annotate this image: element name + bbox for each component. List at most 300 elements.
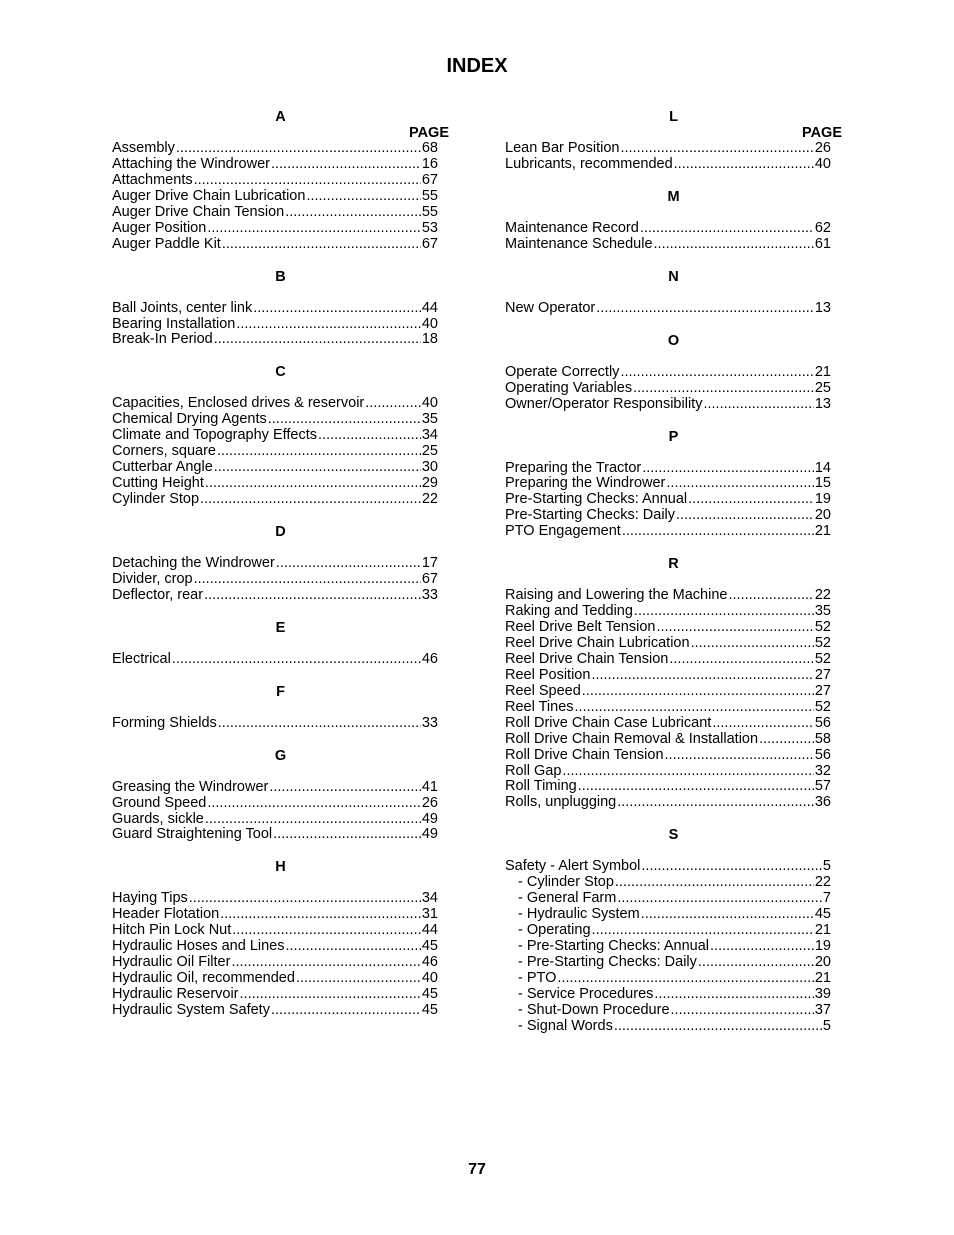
index-entry: [505, 141, 831, 157]
dot-leader: [728, 588, 813, 604]
section-spacer: [505, 843, 842, 859]
entry-label: Reel Speed: [505, 682, 581, 699]
index-entry: [505, 620, 831, 636]
entry-label: Divider, crop: [112, 570, 193, 587]
entry-page: 32: [814, 762, 831, 779]
dot-leader: [654, 987, 813, 1003]
dot-leader: [273, 827, 421, 843]
dot-leader: [656, 620, 813, 636]
index-entry: [505, 668, 831, 684]
dot-leader: [617, 891, 822, 907]
entry-page: 58: [814, 730, 831, 747]
entry-page: 34: [421, 427, 438, 444]
entry-label: Cutting Height: [112, 475, 204, 492]
entry-label: Ground Speed: [112, 794, 207, 811]
entry-page: 35: [814, 603, 831, 620]
entry-page: 52: [814, 619, 831, 636]
entry-page: 30: [421, 459, 438, 476]
index-entry: [505, 764, 831, 780]
dot-leader: [614, 1019, 822, 1035]
index-entry: [112, 428, 438, 444]
section-letter: E: [275, 619, 286, 636]
dot-leader: [222, 237, 421, 253]
section-spacer: [112, 764, 449, 780]
section-spacer: [505, 317, 842, 333]
section-letter: O: [667, 332, 680, 349]
section-spacer: [505, 349, 842, 365]
entry-page: 67: [421, 570, 438, 587]
index-entry: [505, 588, 831, 604]
section-spacer: [505, 205, 842, 221]
dot-leader: [633, 381, 814, 397]
index-entry: [112, 1003, 438, 1019]
entry-page: 19: [814, 491, 831, 508]
entry-page: 68: [421, 140, 438, 156]
section-letter: B: [275, 268, 286, 285]
entry-page: 52: [814, 698, 831, 715]
dot-leader: [712, 716, 814, 732]
entry-label: Roll Gap: [505, 762, 562, 779]
entry-label: Preparing the Windrower: [505, 475, 666, 492]
dot-leader: [665, 748, 814, 764]
dot-leader: [205, 476, 421, 492]
index-entry: [505, 700, 831, 716]
dot-leader: [236, 317, 421, 333]
entry-page: 13: [814, 299, 831, 316]
section-letter: G: [274, 747, 287, 764]
entry-label: Lubricants, recommended: [505, 155, 673, 172]
page-number: 77: [468, 1161, 486, 1178]
dot-leader: [634, 604, 814, 620]
index-entry: [505, 748, 831, 764]
dot-leader: [669, 652, 814, 668]
section-spacer: [112, 700, 449, 716]
entry-page: 67: [421, 235, 438, 252]
index-entry: [112, 157, 438, 173]
entry-label: Reel Position: [505, 666, 591, 683]
section-spacer: [505, 413, 842, 429]
entry-page: 57: [814, 778, 831, 795]
section-letter: L: [669, 109, 678, 125]
entry-page: 53: [421, 219, 438, 236]
dot-leader: [620, 141, 813, 157]
entry-page: 55: [421, 203, 438, 220]
section-spacer: [112, 732, 449, 748]
entry-label: Hydraulic Oil, recommended: [112, 970, 295, 987]
index-entry: [505, 524, 831, 540]
dot-leader: [271, 157, 421, 173]
index-entry: [505, 716, 831, 732]
entry-label: Reel Drive Chain Lubrication: [505, 635, 690, 651]
entry-page: 25: [814, 379, 831, 396]
entry-label: - Shut-Down Procedure: [518, 1001, 670, 1018]
entry-label: Climate and Topography Effects: [112, 427, 318, 444]
index-entry: [505, 157, 831, 173]
entry-label: - Operating: [518, 922, 591, 939]
dot-leader: [207, 221, 421, 237]
dot-leader: [253, 301, 421, 317]
dot-leader: [204, 588, 421, 604]
index-entry: [112, 987, 438, 1003]
page-column-header: PAGE: [801, 125, 842, 141]
index-entry: [112, 780, 438, 796]
entry-label: Attachments: [112, 171, 193, 188]
entry-page: 34: [421, 890, 438, 907]
entry-label: Roll Drive Chain Case Lubricant: [505, 714, 712, 731]
entry-page: 55: [421, 187, 438, 204]
dot-leader: [688, 492, 814, 508]
entry-page: 52: [814, 635, 831, 651]
entry-page: 21: [814, 922, 831, 939]
section-spacer: [112, 875, 449, 891]
entry-page: 20: [814, 953, 831, 970]
dot-leader: [214, 332, 421, 348]
dot-leader: [710, 939, 814, 955]
section-spacer: [505, 811, 842, 827]
dot-leader: [217, 444, 421, 460]
index-entry: [112, 173, 438, 189]
index-subentry: [505, 907, 831, 923]
dot-leader: [218, 716, 421, 732]
entry-label: Capacities, Enclosed drives & reservoir: [112, 395, 365, 412]
entry-page: 40: [421, 970, 438, 987]
dot-leader: [269, 780, 421, 796]
entry-page: 37: [814, 1001, 831, 1018]
entry-label: Detaching the Windrower: [112, 554, 275, 571]
index-entry: [112, 476, 438, 492]
entry-page: 22: [814, 874, 831, 891]
entry-label: Haying Tips: [112, 890, 188, 907]
dot-leader: [176, 141, 421, 157]
entry-label: Assembly: [112, 140, 175, 156]
dot-leader: [759, 732, 814, 748]
dot-leader: [318, 428, 421, 444]
index-entry: [505, 508, 831, 524]
entry-page: 45: [421, 986, 438, 1002]
index-entry: [505, 397, 831, 413]
entry-label: Guard Straightening Tool: [112, 826, 273, 843]
dot-leader: [654, 237, 814, 253]
entry-label: Safety - Alert Symbol: [505, 858, 641, 875]
entry-page: 16: [421, 155, 438, 172]
entry-label: Pre-Starting Checks: Daily: [505, 507, 676, 524]
entry-page: 35: [421, 411, 438, 428]
index-subentry: [505, 891, 831, 907]
entry-page: 67: [421, 171, 438, 188]
index-entry: [505, 301, 831, 317]
entry-label: Preparing the Tractor: [505, 459, 642, 476]
entry-page: 19: [814, 938, 831, 954]
entry-page: 7: [822, 890, 831, 907]
section-letter: R: [668, 556, 679, 573]
section-letter: N: [668, 268, 679, 285]
entry-label: Corners, square: [112, 443, 216, 460]
entry-label: Raking and Tedding: [505, 603, 633, 620]
index-entry: [112, 572, 438, 588]
entry-label: Attaching the Windrower: [112, 155, 270, 172]
entry-page: 17: [421, 554, 438, 571]
dot-leader: [674, 157, 814, 173]
index-subentry: [505, 923, 831, 939]
entry-page: 27: [814, 666, 831, 683]
entry-label: - Pre-Starting Checks: Annual: [518, 938, 710, 954]
index-entry: [112, 588, 438, 604]
section-spacer: [505, 253, 842, 269]
dot-leader: [207, 796, 421, 812]
dot-leader: [591, 668, 813, 684]
entry-label: Forming Shields: [112, 714, 217, 731]
index-entry: [505, 732, 831, 748]
index-entry: [112, 923, 438, 939]
entry-page: 45: [421, 1001, 438, 1018]
entry-page: 49: [421, 810, 438, 827]
dot-leader: [578, 779, 814, 795]
entry-label: Chemical Drying Agents: [112, 411, 267, 428]
entry-page: 33: [421, 586, 438, 603]
section-spacer: [505, 173, 842, 189]
index-entry: [112, 907, 438, 923]
index-subentry: [505, 987, 831, 1003]
dot-leader: [698, 955, 814, 971]
section-spacer: [112, 348, 449, 364]
entry-label: - Service Procedures: [518, 985, 654, 1002]
index-entry: [112, 652, 438, 668]
index-entry: [505, 492, 831, 508]
entry-page: 36: [814, 794, 831, 811]
entry-page: 31: [421, 906, 438, 923]
dot-leader: [676, 508, 814, 524]
dot-leader: [285, 939, 420, 955]
dot-leader: [596, 301, 814, 317]
dot-leader: [562, 764, 813, 780]
entry-label: Hitch Pin Lock Nut: [112, 922, 232, 939]
dot-leader: [231, 955, 420, 971]
index-entry: [112, 412, 438, 428]
index-entry: [112, 971, 438, 987]
dot-leader: [285, 205, 421, 221]
index-entry: [112, 939, 438, 955]
entry-label: Electrical: [112, 650, 171, 667]
index-entry: [112, 955, 438, 971]
entry-page: 33: [421, 714, 438, 731]
entry-page: 13: [814, 395, 831, 412]
entry-label: Cylinder Stop: [112, 491, 200, 507]
entry-label: Owner/Operator Responsibility: [505, 395, 703, 412]
section-letter: S: [668, 827, 679, 844]
index-entry: [112, 556, 438, 572]
entry-label: Cutterbar Angle: [112, 459, 213, 476]
entry-label: Ball Joints, center link: [112, 299, 253, 316]
section-spacer: [112, 636, 449, 652]
entry-label: Hydraulic System Safety: [112, 1001, 270, 1018]
entry-label: Auger Drive Chain Lubrication: [112, 187, 306, 204]
index-entry: [112, 444, 438, 460]
index-entry: [112, 301, 438, 317]
dot-leader: [268, 412, 421, 428]
index-entry: [505, 636, 831, 652]
dot-leader: [642, 461, 814, 477]
entry-page: 49: [421, 826, 438, 843]
index-entry: [112, 396, 438, 412]
entry-page: 56: [814, 714, 831, 731]
index-entry: [505, 795, 831, 811]
entry-label: Auger Drive Chain Tension: [112, 203, 285, 220]
section-spacer: [505, 445, 842, 461]
entry-label: Maintenance Record: [505, 219, 639, 236]
index-column-right: [505, 109, 842, 1035]
index-subentry: [505, 971, 831, 987]
index-entry: [112, 796, 438, 812]
entry-label: Greasing the Windrower: [112, 778, 269, 795]
entry-label: - Hydraulic System: [518, 906, 640, 923]
index-subentry: [505, 1003, 831, 1019]
entry-page: 14: [814, 459, 831, 476]
entry-page: 52: [814, 650, 831, 667]
entry-page: 41: [421, 778, 438, 795]
dot-leader: [666, 476, 813, 492]
dot-leader: [592, 923, 814, 939]
entry-page: 20: [814, 507, 831, 524]
dot-leader: [220, 907, 421, 923]
section-spacer: [112, 253, 449, 269]
dot-leader: [615, 875, 814, 891]
entry-label: - Cylinder Stop: [518, 874, 614, 891]
entry-page: 46: [421, 650, 438, 667]
entry-page: 44: [421, 922, 438, 939]
page-title: INDEX: [446, 55, 508, 77]
index-entry: [112, 492, 438, 508]
index-entry: [112, 237, 438, 253]
index-entry: [505, 476, 831, 492]
index-subentry: [505, 939, 831, 955]
entry-page: 22: [814, 587, 831, 604]
section-spacer: [505, 572, 842, 588]
entry-label: Operating Variables: [505, 379, 633, 396]
index-entry: [112, 891, 438, 907]
dot-leader: [200, 492, 421, 508]
index-entry: [112, 141, 438, 157]
index-entry: [112, 317, 438, 333]
index-entry: [505, 652, 831, 668]
index-subentry: [505, 955, 831, 971]
dot-leader: [214, 460, 421, 476]
entry-page: 5: [822, 1017, 831, 1034]
entry-label: Roll Drive Chain Tension: [505, 746, 664, 763]
entry-page: 40: [421, 395, 438, 412]
index-entry: [505, 237, 831, 253]
entry-label: Reel Drive Chain Tension: [505, 650, 669, 667]
dot-leader: [172, 652, 421, 668]
dot-leader: [194, 572, 421, 588]
page-column-header: PAGE: [408, 125, 449, 141]
dot-leader: [240, 987, 421, 1003]
dot-leader: [306, 189, 420, 205]
entry-label: Roll Drive Chain Removal & Installation: [505, 730, 759, 747]
entry-label: Rolls, unplugging: [505, 794, 617, 811]
entry-label: Break-In Period: [112, 331, 213, 348]
entry-label: Reel Tines: [505, 698, 574, 715]
index-entry: [505, 381, 831, 397]
entry-label: Hydraulic Hoses and Lines: [112, 938, 285, 955]
dot-leader: [194, 173, 421, 189]
entry-page: 40: [814, 155, 831, 172]
entry-page: 25: [421, 443, 438, 460]
section-letter: C: [275, 364, 286, 381]
index-entry: [112, 716, 438, 732]
entry-label: - Pre-Starting Checks: Daily: [518, 953, 697, 970]
index-entry: [112, 205, 438, 221]
dot-leader: [189, 891, 421, 907]
dot-leader: [582, 684, 814, 700]
entry-label: Header Flotation: [112, 906, 220, 923]
index-entry: [505, 684, 831, 700]
index-entry: [505, 221, 831, 237]
entry-page: 56: [814, 746, 831, 763]
entry-page: 39: [814, 985, 831, 1002]
entry-page: 44: [421, 299, 438, 316]
entry-label: Roll Timing: [505, 778, 577, 795]
section-spacer: [112, 540, 449, 556]
dot-leader: [671, 1003, 814, 1019]
entry-page: 40: [421, 315, 438, 332]
entry-page: 26: [814, 140, 831, 156]
section-letter: A: [275, 109, 286, 125]
entry-label: Lean Bar Position: [505, 140, 620, 156]
section-letter: D: [275, 523, 286, 540]
entry-label: Maintenance Schedule: [505, 235, 653, 252]
entry-label: - PTO: [518, 969, 557, 986]
section-spacer: [112, 668, 449, 684]
entry-page: 26: [421, 794, 438, 811]
entry-label: Pre-Starting Checks: Annual: [505, 491, 688, 508]
dot-leader: [620, 365, 813, 381]
dot-leader: [365, 396, 421, 412]
index-column-left: [112, 109, 449, 1019]
index-subentry: [505, 875, 831, 891]
index-entry: [112, 189, 438, 205]
entry-label: Bearing Installation: [112, 315, 236, 332]
index-entry: [112, 812, 438, 828]
entry-label: Auger Position: [112, 219, 207, 236]
entry-page: 21: [814, 363, 831, 380]
entry-page: 21: [814, 523, 831, 540]
dot-leader: [617, 795, 814, 811]
dot-leader: [622, 524, 814, 540]
entry-page: 5: [822, 858, 831, 875]
entry-label: - Signal Words: [518, 1017, 613, 1034]
dot-leader: [276, 556, 421, 572]
dot-leader: [232, 923, 421, 939]
dot-leader: [703, 397, 813, 413]
entry-page: 46: [421, 954, 438, 971]
entry-label: PTO Engagement: [505, 523, 621, 540]
dot-leader: [641, 859, 822, 875]
entry-label: Raising and Lowering the Machine: [505, 587, 728, 604]
section-letter: H: [275, 859, 286, 876]
entry-label: Guards, sickle: [112, 810, 204, 827]
entry-label: Hydraulic Reservoir: [112, 986, 239, 1002]
entry-label: New Operator: [505, 299, 596, 316]
index-entry: [505, 859, 831, 875]
dot-leader: [296, 971, 421, 987]
section-spacer: [505, 285, 842, 301]
entry-label: Deflector, rear: [112, 586, 204, 603]
entry-label: Auger Paddle Kit: [112, 235, 221, 252]
dot-leader: [640, 221, 814, 237]
section-spacer: [505, 540, 842, 556]
entry-page: 61: [814, 235, 831, 252]
entry-page: 62: [814, 219, 831, 236]
